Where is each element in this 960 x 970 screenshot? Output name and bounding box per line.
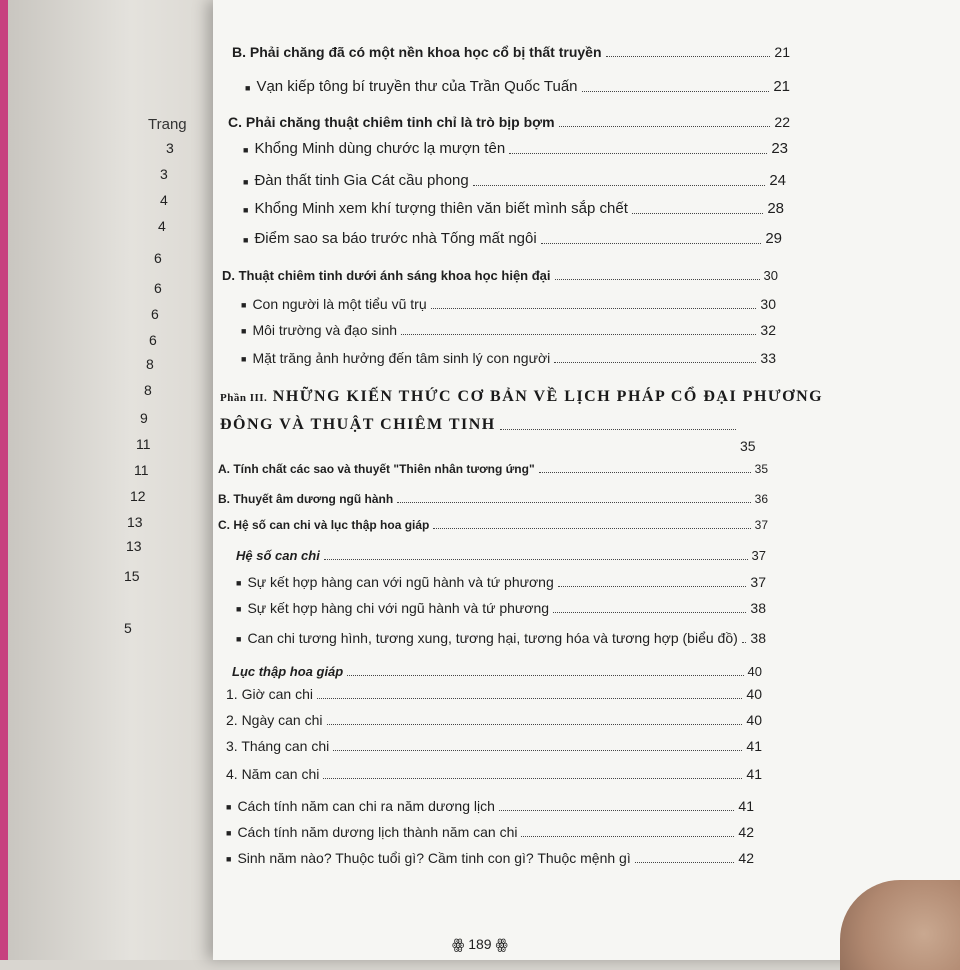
toc-entry-page: 41 [746, 738, 762, 754]
trang-label: Trang [148, 116, 187, 133]
toc-entry[interactable] [218, 462, 768, 476]
dot-leader [347, 674, 743, 676]
dot-leader [541, 242, 762, 244]
toc-entry-label: B. Thuyết âm dương ngũ hành [218, 492, 394, 506]
toc-entry-page: 37 [750, 574, 766, 590]
bullet-icon: ■ [243, 235, 249, 245]
toc-entry-label: Điểm sao sa báo trước nhà Tống mất ngôi [254, 230, 537, 247]
dot-leader [323, 777, 742, 779]
left-page-number: 3 [160, 166, 168, 182]
toc-entry[interactable] [226, 798, 754, 814]
toc-entry[interactable] [243, 200, 784, 217]
toc-entry[interactable] [236, 630, 766, 646]
part3-leader [500, 416, 736, 430]
dot-leader [499, 809, 735, 811]
part3-title-text-1: NHỮNG KIẾN THỨC CƠ BẢN VỀ LỊCH PHÁP CỔ ĐẠI PHƯƠNG [272, 388, 824, 405]
toc-entry-label: Sự kết hợp hàng can với ngũ hành và tứ phương [247, 574, 554, 590]
left-page-number: 9 [140, 410, 148, 426]
dot-leader [554, 361, 756, 363]
part3-title-text-2: ĐÔNG VÀ THUẬT CHIÊM TINH [220, 416, 496, 433]
dot-leader [333, 749, 742, 751]
toc-entry-page: 37 [754, 518, 768, 532]
toc-entry-label: C. Hệ số can chi và lục thập hoa giáp [218, 518, 430, 532]
toc-entry-label: C. Phải chăng thuật chiêm tinh chỉ là trò bịp bợm [228, 114, 555, 130]
toc-entry-page: 28 [767, 200, 784, 217]
bullet-icon: ■ [236, 578, 242, 588]
toc-entry-page: 30 [760, 296, 776, 312]
toc-entry-label: D. Thuật chiêm tinh dưới ánh sáng khoa học hiện đại [222, 268, 551, 283]
dot-leader [742, 641, 747, 643]
left-page-number: 13 [126, 538, 142, 554]
toc-entry-label: Con người là một tiểu vũ trụ [252, 296, 427, 312]
dot-leader [632, 212, 763, 214]
left-page [8, 0, 213, 960]
toc-entry[interactable] [226, 712, 762, 728]
part3-title-line1 [220, 388, 823, 406]
toc-entry-page: 38 [750, 600, 766, 616]
toc-entry[interactable] [243, 172, 786, 189]
toc-entry-label: Khổng Minh xem khí tượng thiên văn biết mình sắp chết [254, 200, 628, 217]
toc-entry[interactable] [241, 296, 776, 312]
toc-entry[interactable] [222, 268, 778, 283]
toc-entry-label: Cách tính năm can chi ra năm dương lịch [237, 798, 495, 814]
toc-entry-label: Mặt trăng ảnh hưởng đến tâm sinh lý con người [252, 350, 551, 366]
toc-entry[interactable] [243, 230, 782, 247]
toc-entry-page: 30 [763, 268, 778, 283]
left-page-number: 8 [146, 356, 154, 372]
left-page-number: 15 [124, 568, 140, 584]
left-page-number: 11 [134, 462, 149, 478]
toc-entry-label: Cách tính năm dương lịch thành năm can chi [237, 824, 518, 840]
toc-entry-label: Đàn thất tinh Gia Cát cầu phong [254, 172, 469, 189]
part3-title-line2 [220, 416, 740, 434]
left-page-number: 4 [158, 218, 166, 234]
bullet-icon: ■ [236, 604, 242, 614]
toc-entry-page: 36 [754, 492, 768, 506]
toc-entry-page: 40 [747, 664, 762, 679]
toc-entry-page: 29 [765, 230, 782, 247]
dot-leader [521, 835, 734, 837]
toc-entry-page: 24 [769, 172, 786, 189]
toc-entry-page: 38 [750, 630, 766, 646]
toc-entry-page: 37 [751, 548, 766, 563]
toc-entry-label: Khổng Minh dùng chước lạ mượn tên [254, 140, 506, 157]
dot-leader [317, 697, 742, 699]
dot-leader [473, 184, 766, 186]
toc-entry-page: 35 [754, 462, 768, 476]
part3-page: 35 [740, 438, 756, 454]
toc-entry[interactable] [232, 44, 790, 60]
dot-leader [539, 471, 751, 473]
toc-entry-label: 4. Năm can chi [226, 766, 320, 782]
toc-entry-page: 40 [746, 712, 762, 728]
toc-entry-label: Sinh năm nào? Thuộc tuổi gì? Cầm tinh con gì? Thuộc mệnh gì [237, 850, 631, 866]
toc-entry-label: Lục thập hoa giáp [232, 664, 344, 679]
toc-entry-page: 42 [738, 850, 754, 866]
left-page-number: 3 [166, 140, 174, 156]
toc-entry[interactable] [232, 664, 762, 679]
left-page-number: 6 [151, 306, 159, 322]
toc-entry[interactable] [241, 322, 776, 338]
toc-entry[interactable] [226, 686, 762, 702]
part3-page-row [740, 438, 770, 454]
dot-leader [553, 611, 746, 613]
toc-entry-page: 41 [738, 798, 754, 814]
dot-leader [559, 125, 771, 127]
page-number: ꙮ 189 ꙮ [452, 936, 508, 952]
toc-entry-page: 40 [746, 686, 762, 702]
dot-leader [606, 55, 771, 57]
bullet-icon: ■ [226, 802, 232, 812]
toc-entry[interactable] [245, 78, 790, 95]
left-page-number: 12 [130, 488, 146, 504]
bullet-icon: ■ [245, 83, 251, 93]
left-page-number: 6 [154, 280, 162, 296]
dot-leader [555, 278, 760, 280]
toc-entry-page: 22 [774, 114, 790, 130]
toc-entry-page: 33 [760, 350, 776, 366]
bullet-icon: ■ [236, 634, 242, 644]
dot-leader [397, 501, 750, 503]
dot-leader [327, 723, 743, 725]
bullet-icon: ■ [243, 145, 249, 155]
left-page-number: 4 [160, 192, 168, 208]
bullet-icon: ■ [243, 177, 249, 187]
toc-entry-page: 42 [738, 824, 754, 840]
toc-entry[interactable] [226, 850, 754, 866]
left-page-number: 6 [149, 332, 157, 348]
toc-entry[interactable] [236, 600, 766, 616]
toc-entry-label: Môi trường và đạo sinh [252, 322, 398, 338]
toc-entry[interactable] [226, 738, 762, 754]
left-page-number: 11 [136, 436, 151, 452]
book-cover-edge [0, 0, 8, 960]
toc-entry-label: B. Phải chăng đã có một nền khoa học cổ bị thất truyền [232, 44, 602, 60]
bullet-icon: ■ [241, 326, 247, 336]
left-page-number: 8 [144, 382, 152, 398]
part3-prefix: Phần III. [220, 392, 268, 404]
bullet-icon: ■ [226, 854, 232, 864]
toc-entry-page: 21 [773, 78, 790, 95]
toc-entry-page: 32 [760, 322, 776, 338]
toc-entry-label: A. Tính chất các sao và thuyết "Thiên nhân tương ứng" [218, 462, 535, 476]
bullet-icon: ■ [243, 205, 249, 215]
bullet-icon: ■ [241, 354, 247, 364]
toc-entry[interactable] [218, 492, 768, 506]
dot-leader [635, 861, 735, 863]
toc-entry[interactable] [243, 140, 788, 157]
toc-entry[interactable] [236, 548, 766, 563]
toc-entry[interactable] [241, 350, 776, 366]
dot-leader [558, 585, 747, 587]
toc-entry-page: 41 [746, 766, 762, 782]
toc-entry-label: Vạn kiếp tông bí truyền thư của Trần Quốc Tuấn [256, 78, 578, 95]
dot-leader [324, 558, 748, 560]
dot-leader [401, 333, 756, 335]
toc-entry[interactable] [226, 824, 754, 840]
dot-leader [509, 152, 767, 154]
toc-entry[interactable] [228, 114, 790, 130]
left-page-number: 13 [127, 514, 143, 530]
bullet-icon: ■ [226, 828, 232, 838]
toc-entry-label: 1. Giờ can chi [226, 686, 313, 702]
left-page-number: 5 [124, 620, 132, 636]
left-page-number: 6 [154, 250, 162, 266]
toc-entry-label: Hệ số can chi [236, 548, 320, 563]
toc-entry[interactable] [226, 766, 762, 782]
toc-entry[interactable] [236, 574, 766, 590]
toc-entry-label: 3. Tháng can chi [226, 738, 330, 754]
toc-entry-page: 23 [771, 140, 788, 157]
dot-leader [433, 527, 750, 529]
bullet-icon: ■ [241, 300, 247, 310]
toc-entry-page: 21 [774, 44, 790, 60]
toc-entry-label: Can chi tương hình, tương xung, tương hại, tương hóa và tương hợp (biểu đồ) [247, 630, 738, 646]
toc-entry[interactable] [218, 518, 768, 532]
toc-entry-label: Sự kết hợp hàng chi với ngũ hành và tứ phương [247, 600, 550, 616]
dot-leader [582, 90, 770, 92]
toc-entry-label: 2. Ngày can chi [226, 712, 323, 728]
dot-leader [431, 307, 757, 309]
